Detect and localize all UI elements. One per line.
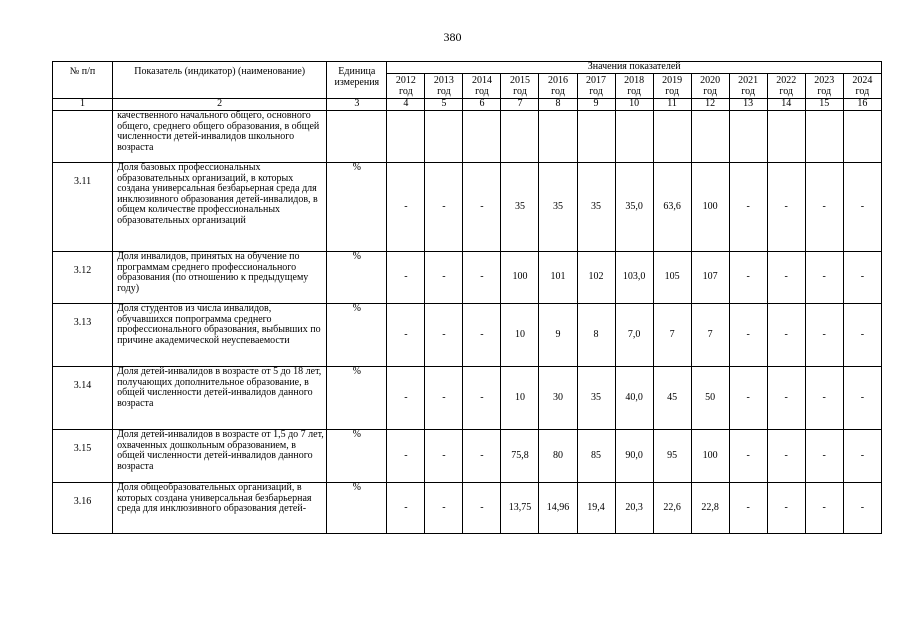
column-number: 4 [387, 99, 425, 111]
indicator-value: 22,8 [691, 483, 729, 534]
indicator-value [539, 111, 577, 163]
year-value: 2019 [662, 75, 683, 86]
indicator-name: Доля инвалидов, принятых на обучение по программам среднего профессионального образования (по отношению к предыдущему году) [113, 252, 327, 304]
indicator-value: - [387, 483, 425, 534]
indicator-value: - [387, 252, 425, 304]
indicator-value [767, 111, 805, 163]
indicator-value: 8 [577, 304, 615, 367]
indicator-value: 45 [653, 367, 691, 430]
year-value: 2024 [852, 75, 873, 86]
indicator-value: - [463, 304, 501, 367]
header-num: № п/п [53, 62, 113, 99]
header-year [653, 74, 691, 99]
indicator-value: - [463, 483, 501, 534]
indicator-value: 7,0 [615, 304, 653, 367]
indicator-value: 35 [577, 163, 615, 252]
header-year [539, 74, 577, 99]
header-year [463, 74, 501, 99]
unit: % [327, 304, 387, 367]
indicator-value: - [767, 430, 805, 483]
table-row [53, 163, 882, 252]
column-number: 5 [425, 99, 463, 111]
indicator-value: - [805, 304, 843, 367]
indicator-value: 100 [501, 252, 539, 304]
column-number: 13 [729, 99, 767, 111]
indicator-value [463, 111, 501, 163]
indicator-value [615, 111, 653, 163]
indicator-value: - [843, 367, 881, 430]
indicator-value: - [843, 304, 881, 367]
row-number: 3.14 [53, 367, 113, 430]
row-number: 3.12 [53, 252, 113, 304]
indicator-value: - [463, 430, 501, 483]
year-value: 2022 [776, 75, 797, 86]
column-number: 8 [539, 99, 577, 111]
indicators-table [52, 61, 882, 534]
indicator-value: - [387, 304, 425, 367]
indicator-value: 20,3 [615, 483, 653, 534]
indicator-value: 19,4 [577, 483, 615, 534]
indicator-value: 9 [539, 304, 577, 367]
indicator-value: 7 [691, 304, 729, 367]
year-suffix: год [627, 86, 641, 97]
year-value: 2016 [548, 75, 568, 86]
header-year [805, 74, 843, 99]
table-row [53, 430, 882, 483]
indicator-value: 85 [577, 430, 615, 483]
year-suffix: год [589, 86, 603, 97]
indicator-value: - [729, 252, 767, 304]
indicator-value [691, 111, 729, 163]
indicator-value: - [463, 163, 501, 252]
column-number: 2 [113, 99, 327, 111]
indicator-value [729, 111, 767, 163]
indicator-value: - [729, 304, 767, 367]
table-body [53, 111, 882, 534]
indicator-value: - [767, 367, 805, 430]
unit: % [327, 252, 387, 304]
header-year [501, 74, 539, 99]
unit: % [327, 430, 387, 483]
column-numbers-row [53, 99, 882, 111]
indicator-value: - [843, 483, 881, 534]
indicator-value: - [729, 430, 767, 483]
indicator-value: 102 [577, 252, 615, 304]
indicator-value [425, 111, 463, 163]
indicator-value: 35 [501, 163, 539, 252]
indicator-value: - [463, 252, 501, 304]
column-number: 6 [463, 99, 501, 111]
indicator-value: - [805, 163, 843, 252]
indicator-value [501, 111, 539, 163]
indicator-value: 35 [539, 163, 577, 252]
indicator-value: 90,0 [615, 430, 653, 483]
indicator-value: 35 [577, 367, 615, 430]
indicator-value: - [767, 483, 805, 534]
column-number: 10 [615, 99, 653, 111]
column-number: 11 [653, 99, 691, 111]
column-number: 3 [327, 99, 387, 111]
column-number: 9 [577, 99, 615, 111]
indicator-value: 100 [691, 430, 729, 483]
indicator-value: - [805, 483, 843, 534]
year-suffix: год [855, 86, 870, 97]
indicator-name: Доля детей-инвалидов в возрасте от 1,5 до 7 лет, охваченных дошкольным образованием, в общей численности детей-инвалидов данного возраста [113, 430, 327, 483]
indicator-value: - [387, 367, 425, 430]
indicator-name: Доля общеобразовательных организаций, в которых создана универсальная безбарьерная среда для инклюзивного образования детей- [113, 483, 327, 534]
header-unit: Единица измерения [327, 62, 387, 99]
column-number: 14 [767, 99, 805, 111]
indicator-value: 50 [691, 367, 729, 430]
year-suffix: год [475, 86, 489, 97]
indicator-value: 105 [653, 252, 691, 304]
indicator-value: 30 [539, 367, 577, 430]
unit: % [327, 483, 387, 534]
indicator-value: - [729, 163, 767, 252]
year-value: 2014 [471, 75, 492, 86]
indicator-value [387, 111, 425, 163]
header-year [425, 74, 463, 99]
year-suffix: год [703, 86, 717, 97]
indicator-value: 80 [539, 430, 577, 483]
header-year [577, 74, 615, 99]
year-value: 2018 [624, 75, 645, 86]
indicator-value: 10 [501, 367, 539, 430]
indicator-value: - [425, 304, 463, 367]
table-header [53, 62, 882, 111]
year-value: 2021 [738, 75, 759, 86]
indicator-name: Доля студентов из числа инвалидов, обучавшихся попрограмма среднего профессионального образования, выбывших по причине академической неуспеваемости [113, 304, 327, 367]
indicator-value: - [767, 252, 805, 304]
year-suffix: год [513, 86, 527, 97]
indicator-value: 22,6 [653, 483, 691, 534]
header-indicator: Показатель (индикатор) (наименование) [113, 62, 327, 99]
indicator-value [577, 111, 615, 163]
indicator-value: 10 [501, 304, 539, 367]
year-suffix: год [665, 86, 679, 97]
year-value: 2023 [814, 75, 835, 86]
header-values: Значения показателей [387, 62, 882, 74]
year-value: 2012 [395, 75, 416, 86]
indicator-value: - [843, 430, 881, 483]
year-value: 2013 [433, 75, 454, 86]
header-year [691, 74, 729, 99]
indicator-value: - [767, 163, 805, 252]
indicator-value: 40,0 [615, 367, 653, 430]
indicator-value: - [805, 367, 843, 430]
indicator-value: - [805, 430, 843, 483]
year-suffix: год [779, 86, 794, 97]
indicator-value: - [425, 430, 463, 483]
indicator-value [653, 111, 691, 163]
unit: % [327, 367, 387, 430]
indicator-name: Доля базовых профессиональных образовательных организаций, в которых создана универсальная безбарьерная среда для инклюзивного образования детей-инвалидов, в общем количестве профессиональных образовательных организаций [113, 163, 327, 252]
row-number: 3.15 [53, 430, 113, 483]
indicator-value: 75,8 [501, 430, 539, 483]
row-number: 3.11 [53, 163, 113, 252]
indicator-value: - [387, 163, 425, 252]
header-year [387, 74, 425, 99]
year-suffix: год [551, 86, 565, 97]
column-number: 15 [805, 99, 843, 111]
year-value: 2020 [700, 75, 721, 86]
indicator-value: 101 [539, 252, 577, 304]
indicator-value [843, 111, 881, 163]
unit: % [327, 163, 387, 252]
indicator-name: качественного начального общего, основного общего, среднего общего образования, в общей численности детей-инвалидов школьного возраста [113, 111, 327, 163]
indicator-value: 63,6 [653, 163, 691, 252]
table-row [53, 483, 882, 534]
table-row [53, 111, 882, 163]
row-number [53, 111, 113, 163]
year-suffix: год [817, 86, 832, 97]
indicator-value: - [805, 252, 843, 304]
header-year [843, 74, 881, 99]
table-row [53, 252, 882, 304]
indicator-value: 35,0 [615, 163, 653, 252]
table-row [53, 367, 882, 430]
year-value: 2017 [586, 75, 607, 86]
indicator-value: - [729, 367, 767, 430]
indicator-value: - [387, 430, 425, 483]
indicator-value: - [729, 483, 767, 534]
indicator-value: - [843, 163, 881, 252]
year-value: 2015 [509, 75, 530, 86]
indicator-value: - [463, 367, 501, 430]
header-year [615, 74, 653, 99]
indicator-value: 95 [653, 430, 691, 483]
indicator-value [805, 111, 843, 163]
indicator-value: - [425, 367, 463, 430]
indicator-value: 13,75 [501, 483, 539, 534]
indicator-value: - [843, 252, 881, 304]
indicator-value: 100 [691, 163, 729, 252]
indicator-value: - [425, 252, 463, 304]
indicator-value: 103,0 [615, 252, 653, 304]
row-number: 3.16 [53, 483, 113, 534]
indicator-value: 14,96 [539, 483, 577, 534]
column-number: 12 [691, 99, 729, 111]
year-suffix: год [741, 86, 755, 97]
indicator-value: 7 [653, 304, 691, 367]
indicator-name: Доля детей-инвалидов в возрасте от 5 до 18 лет, получающих дополнительное образование, в общей численности детей-инвалидов данного возраста [113, 367, 327, 430]
row-number: 3.13 [53, 304, 113, 367]
indicator-value: 107 [691, 252, 729, 304]
column-number: 7 [501, 99, 539, 111]
indicator-value: - [425, 163, 463, 252]
year-suffix: год [437, 86, 451, 97]
header-year [729, 74, 767, 99]
year-suffix: год [399, 86, 413, 97]
header-year [767, 74, 805, 99]
column-number: 16 [843, 99, 881, 111]
column-number: 1 [53, 99, 113, 111]
page-number: 380 [443, 30, 462, 44]
indicator-value: - [425, 483, 463, 534]
unit [327, 111, 387, 163]
indicator-value: - [767, 304, 805, 367]
table-row [53, 304, 882, 367]
